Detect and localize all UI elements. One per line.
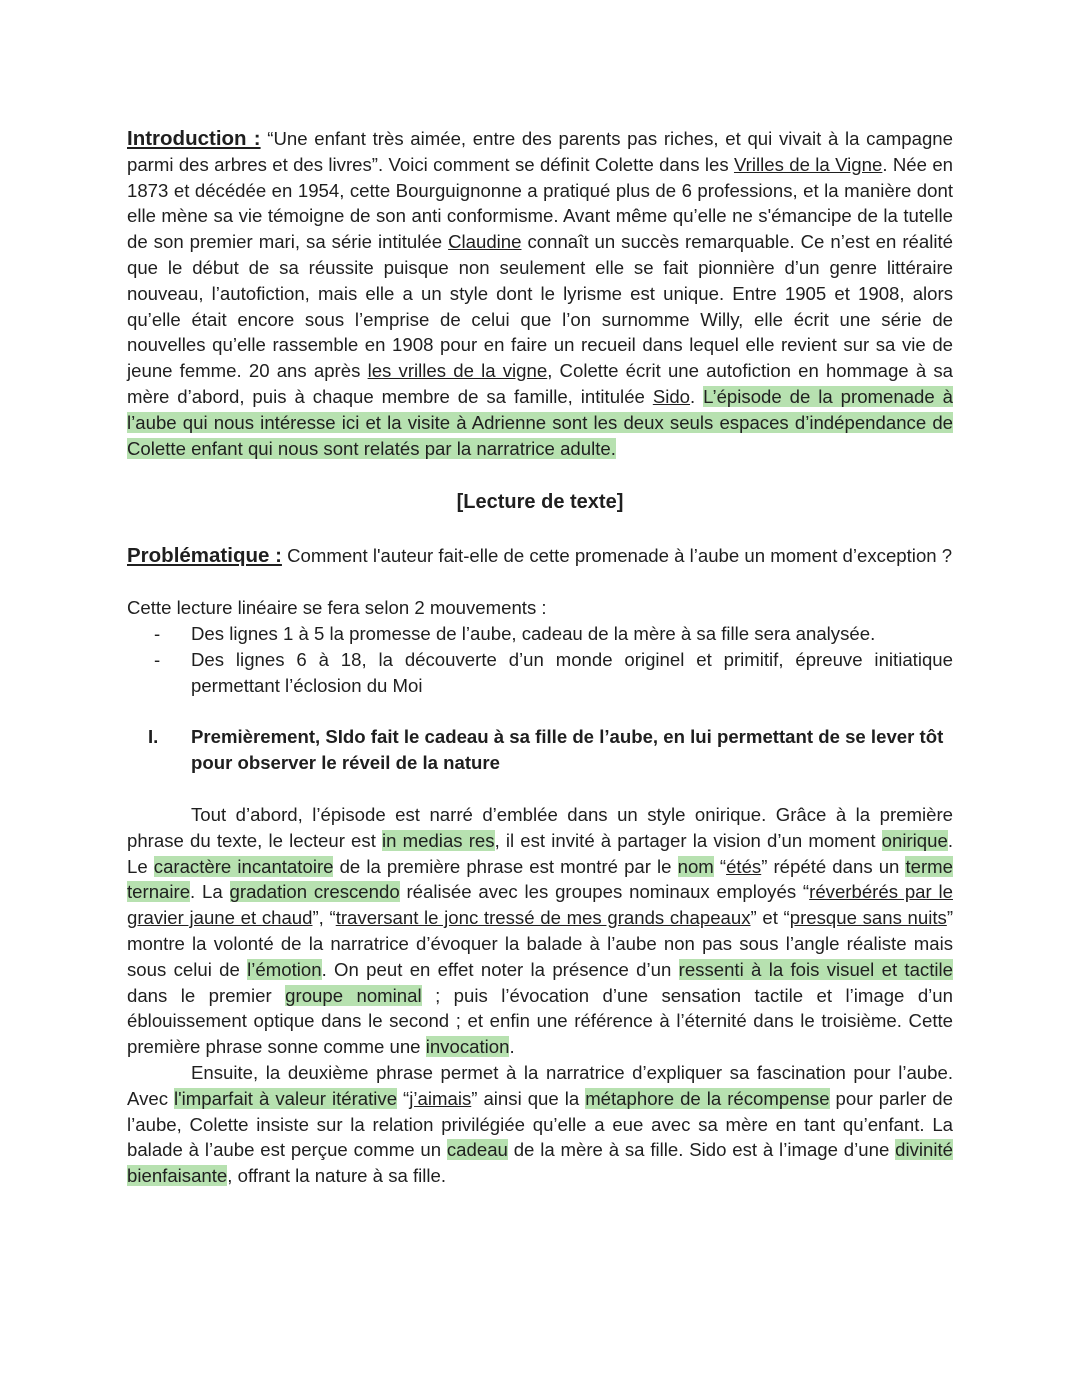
- highlighted-text: gradation crescendo: [229, 881, 400, 903]
- list-item: - Des lignes 1 à 5 la promesse de l’aube, cadeau de la mère à sa fille sera analysée.: [127, 621, 953, 647]
- quoted-text: réverbérés par le gravier jaune et chaud: [127, 881, 953, 929]
- dash-bullet: -: [154, 622, 161, 644]
- work-title: Sido: [652, 385, 691, 407]
- introduction-heading: Introduction :: [127, 127, 261, 150]
- work-title: les vrilles de la vigne: [367, 360, 548, 382]
- highlighted-text: L’épisode de la promenade à l’aube qui nous intéresse ici et la visite à Adrienne sont les deux seuls espaces d’indépendance de Colette enfant qui nous sont relatés par la narratrice adulte.: [127, 385, 953, 459]
- analysis-paragraph: Tout d’abord, l’épisode est narré d’emblée dans un style onirique. Grâce à la première phrase du texte, le lecteur est in medias res, il est invité à partager la vision d’un moment onirique. Le caractère incantatoire de la première phrase est montré par le nom “étés” répété dans un terme ternaire. La gradation crescendo réalisée avec les groupes nominaux employés “réverbérés par le gravier jaune et chaud”, “traversant le jonc tressé de mes grands chapeaux” et “presque sans nuits” montre la volonté de la narratrice d’évoquer la balade à l’aube non pas sous l’angle réaliste mais sous celui de l’émotion. On peut en effet noter la présence d’un ressenti à la fois visuel et tactile dans le premier groupe nominal ; puis l’évocation d’une sensation tactile et l’image d’un éblouissement optique dans le second ; et enfin une référence à l’éternité dans le troisième. Cette première phrase sonne comme une invocation.: [127, 803, 954, 1058]
- plan-block: [127, 595, 953, 698]
- section-number: I.: [148, 726, 159, 748]
- quoted-text: étés: [726, 855, 762, 877]
- plan-intro: Cette lecture linéaire se fera selon 2 mouvements :: [127, 597, 547, 619]
- analysis-paragraph: Ensuite, la deuxième phrase permet à la narratrice d’expliquer sa fascination pour l’aube. Avec l'imparfait à valeur itérative “j’aimais” ainsi que la métaphore de la récompense pour parler de l’aube, Colette insiste sur la relation privilégiée qu’elle a eue avec sa mère en tant qu’enfant. La balade à l’aube est perçue comme un cadeau de la mère à sa fille. Sido est à l’image d’une divinité bienfaisante, offrant la nature à sa fille.: [127, 1061, 953, 1187]
- quoted-text: traversant le jonc tressé de mes grands chapeaux: [335, 907, 751, 929]
- plan-list: [127, 621, 953, 698]
- problematique-heading: Problématique :: [127, 544, 282, 568]
- highlighted-text: métaphore de la récompense: [585, 1087, 830, 1109]
- section-heading: [127, 724, 953, 776]
- introduction-paragraph: Introduction : “Une enfant très aimée, entre des parents pas riches, et qui vivait à la campagne parmi des arbres et des livres”. Voici comment se définit Colette dans les Vrilles de la Vigne. Née en 1873 et décédée en 1954, cette Bourguignonne a pratiqué plus de 6 professions, et la manière dont elle mène sa vie témoigne de son anti conformisme. Avant même qu’elle ne s'émancipe de la tutelle de son premier mari, sa série intitulée Claudine connaît un succès remarquable. Ce n’est en réalité que le début de sa réussite puisque non seulement elle se fait pionnière d’un genre littéraire nouveau, l’autofiction, mais elle a un style dont le lyrisme est unique. Entre 1905 et 1908, alors qu’elle était encore sous l’emprise de celui que l’on surnomme Willy, elle écrit une série de nouvelles qu’elle rassemble en 1908 pour en faire un recueil dans lequel elle revient sur sa vie de jeune femme. 20 ans après les vrilles de la vigne, Colette écrit une autofiction en hommage à sa mère d’abord, puis à chaque membre de sa famille, intitulée Sido. L’épisode de la promenade à l’aube qui nous intéresse ici et la visite à Adrienne sont les deux seuls espaces d’indépendance de Colette enfant qui nous sont relatés par la narratrice adulte.: [127, 127, 954, 459]
- quoted-text: j’aimais: [409, 1087, 472, 1109]
- highlighted-text: in medias res: [382, 829, 495, 851]
- highlighted-text: cadeau: [446, 1139, 508, 1161]
- highlighted-text: invocation: [425, 1036, 510, 1058]
- highlighted-text: groupe nominal: [285, 984, 422, 1006]
- highlighted-text: ressenti à la fois visuel et tactile: [678, 958, 953, 980]
- highlighted-text: l’émotion: [247, 958, 322, 980]
- problematique-paragraph: Problématique : Comment l'auteur fait-elle de cette promenade à l’aube un moment d’exception ?: [127, 544, 953, 568]
- analysis-body: [127, 802, 953, 1189]
- document-page: [127, 126, 953, 1189]
- highlighted-text: l'imparfait à valeur itérative: [174, 1087, 398, 1109]
- highlighted-text: terme ternaire: [127, 855, 953, 903]
- section-title: Premièrement, SIdo fait le cadeau à sa fille de l’aube, en lui permettant de se lever tôt pour observer le réveil de la nature: [191, 726, 944, 774]
- highlighted-text: nom: [677, 855, 714, 877]
- quoted-text: presque sans nuits: [789, 907, 947, 929]
- highlighted-text: onirique: [881, 829, 948, 851]
- list-item: - Des lignes 6 à 18, la découverte d’un monde originel et primitif, épreuve initiatique permettant l’éclosion du Moi: [154, 648, 953, 696]
- highlighted-text: divinité bienfaisante: [127, 1139, 953, 1187]
- highlighted-text: caractère incantatoire: [153, 855, 334, 877]
- lecture-title: [Lecture de texte]: [456, 491, 624, 514]
- dash-bullet: -: [154, 648, 161, 670]
- work-title: Vrilles de la Vigne: [733, 153, 883, 175]
- work-title: Claudine: [448, 231, 522, 253]
